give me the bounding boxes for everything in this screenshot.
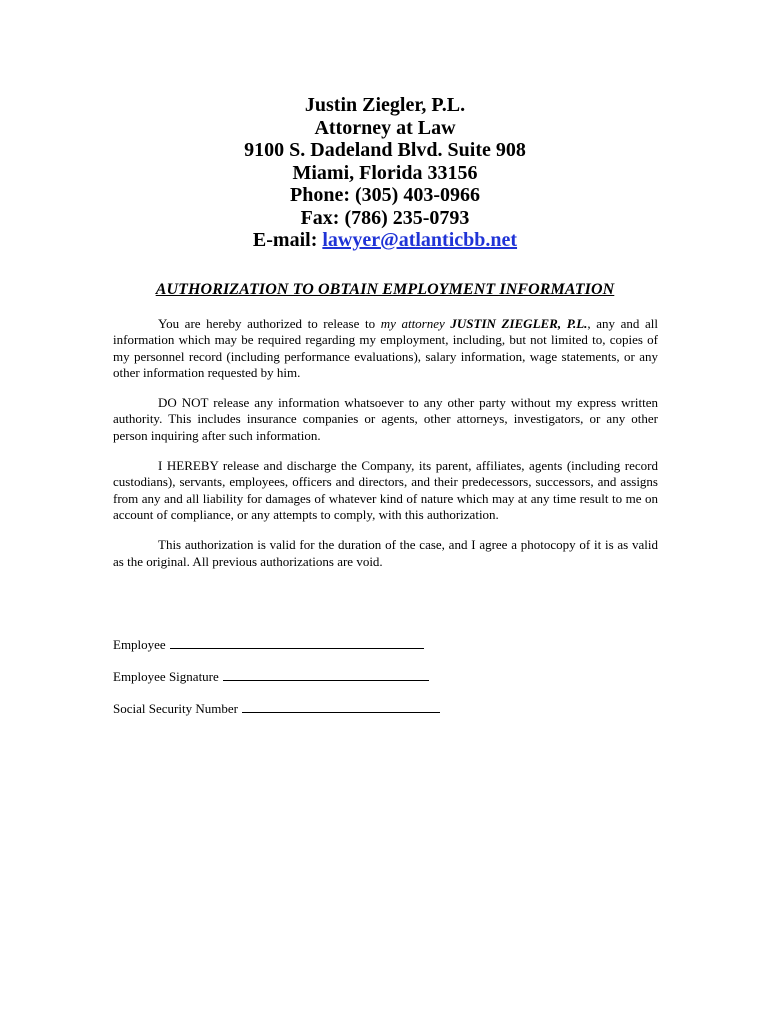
paragraph-release-authorization bbox=[113, 316, 658, 381]
ssn-line[interactable] bbox=[242, 700, 440, 713]
signature-line[interactable] bbox=[223, 668, 429, 681]
email-line bbox=[0, 229, 770, 252]
document-body bbox=[113, 316, 658, 584]
attorney-name: JUSTIN ZIEGLER, P.L. bbox=[450, 316, 588, 331]
firm-name: Justin Ziegler, P.L. bbox=[304, 94, 466, 116]
employee-label: Employee bbox=[113, 637, 166, 652]
email-link[interactable]: lawyer@atlanticbb.net bbox=[322, 229, 518, 251]
paragraph-validity: This authorization is valid for the duration of the case, and I agree a photocopy of it is as valid as the original. All previous authorizations are void. bbox=[113, 537, 658, 569]
document-title: AUTHORIZATION TO OBTAIN EMPLOYMENT INFORMATION bbox=[155, 281, 615, 298]
paragraph-rest: , any and all information which may be required regarding my employment, including, but not limited to, copies of my personnel record (including performance evaluations), salary information, wage statements, or any other information requested by him. bbox=[113, 316, 659, 380]
paragraph-do-not-release: DO NOT release any information whatsoever to any other party without my express written authority. This includes insurance companies or agents, other attorneys, investigators, or any other person inquiring after such information. bbox=[113, 395, 658, 443]
signature-field bbox=[113, 668, 429, 685]
ssn-label: Social Security Number bbox=[113, 701, 238, 716]
my-attorney-phrase: my attorney bbox=[380, 316, 445, 331]
employee-field bbox=[113, 636, 424, 653]
employee-line[interactable] bbox=[170, 636, 424, 649]
paragraph-lead: You are hereby authorized to release to bbox=[158, 316, 381, 331]
fax-number: Fax: (786) 235-0793 bbox=[300, 206, 470, 229]
attorney-title: Attorney at Law bbox=[314, 116, 456, 139]
street-address: 9100 S. Dadeland Blvd. Suite 908 bbox=[244, 139, 526, 161]
letterhead bbox=[0, 94, 770, 252]
email-label: E-mail: bbox=[252, 229, 323, 251]
paragraph-release-discharge: I HEREBY release and discharge the Company, its parent, affiliates, agents (including record custodians), servants, employees, officers and directors, and their predecessors, successors, and assigns from any and all liability for damages of whatever kind of nature which may at any time result to me on account of compliance, or any attempts to comply, with this authorization. bbox=[113, 458, 658, 522]
city-state-zip: Miami, Florida 33156 bbox=[292, 161, 478, 184]
signature-label: Employee Signature bbox=[113, 669, 219, 684]
phone-number: Phone: (305) 403-0966 bbox=[290, 184, 480, 206]
ssn-field bbox=[113, 700, 440, 717]
